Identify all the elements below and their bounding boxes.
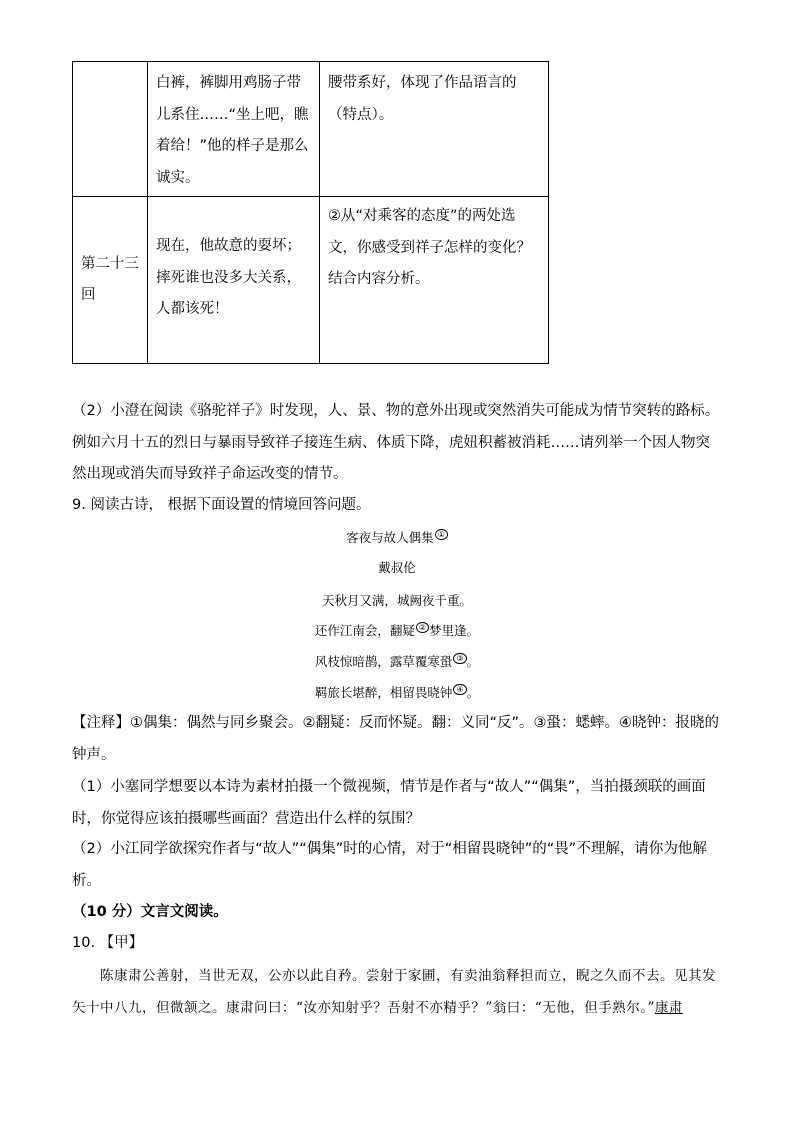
table-cell-question-1: 腰带系好，体现了作品语言的（特点）。 xyxy=(320,62,549,197)
table-cell-chapter-2: 第二十三回 xyxy=(73,197,148,364)
section-heading: （10 分）文言文阅读。 xyxy=(72,904,228,920)
question-9-1: （1）小塞同学想要以本诗为素材拍摄一个微视频，情节是作者与“故人”“偶集”，当拍摄颈联的画面时，你觉得应该拍摄哪些画面？营造出什么样的氛围？ xyxy=(72,779,706,827)
table-cell-question-2: ②从“对乘客的态度”的两处选文，你感受到祥子怎样的变化？结合内容分析。 xyxy=(320,197,549,364)
poem-line-3: 风枝惊暗鹊，露草覆寒蛩 ③ 。 xyxy=(314,653,480,669)
table-cell-chapter-1 xyxy=(73,62,148,197)
poem-author: 戴叔伦 xyxy=(378,560,416,575)
question-9-intro: 9. 阅读古诗， 根据下面设置的情境回答问题。 xyxy=(72,497,371,513)
question-10-label: 10. 【甲】 xyxy=(72,935,144,951)
poem-notes: 【注释】①偶集：偶然与同乡聚会。②翻疑：反而怀疑。翻：义同“反”。③蛩：蟋蟀。④晓钟：报晓的钟声。 xyxy=(72,715,720,763)
poem-line-4: 羁旅长堪醉，相留畏晓钟 ④ 。 xyxy=(314,684,480,700)
classical-text-a: 陈康肃公善射，当世无双，公亦以此自矜。尝射于家圃，有卖油翁释担而立，睨之久而不去。见其发矢十中八九，但微颔之。康肃问曰：“汝亦知射乎？吾射不亦精乎？”翁曰：“无他，但手熟尔。”康肃 xyxy=(72,968,716,1016)
table-cell-text-1: 白裤，裤脚用鸡肠子带儿系住……“坐上吧，瞧着给！”他的样子是那么诚实。 xyxy=(148,62,320,197)
question-9-2: （2）小江同学欲探究作者与“故人”“偶集”时的心情，对于“相留畏晓钟”的“畏”不理解，请你为他解析。 xyxy=(72,841,707,889)
poem-line-2: 还作江南会，翻疑 ② 梦里逢。 xyxy=(314,622,480,638)
table-cell-text-2: 现在，他故意的耍坏；摔死谁也没多大关系，人都该死！ xyxy=(148,197,320,364)
poem-title: 客夜与故人偶集 ① xyxy=(0,528,794,546)
question-table xyxy=(72,61,549,364)
question-8-2: （2）小澄在阅读《骆驼祥子》时发现，人、景、物的意外出现或突然消失可能成为情节突转的路标。例如六月十五的烈日与暴雨导致祥子接连生病、体质下降，虎妞积蓄被消耗……请列举一个因人物突然出现或消失而导致祥子命运改变的情节。 xyxy=(72,403,720,482)
poem-line-1: 天秋月又满，城阙夜千重。 xyxy=(321,593,472,608)
